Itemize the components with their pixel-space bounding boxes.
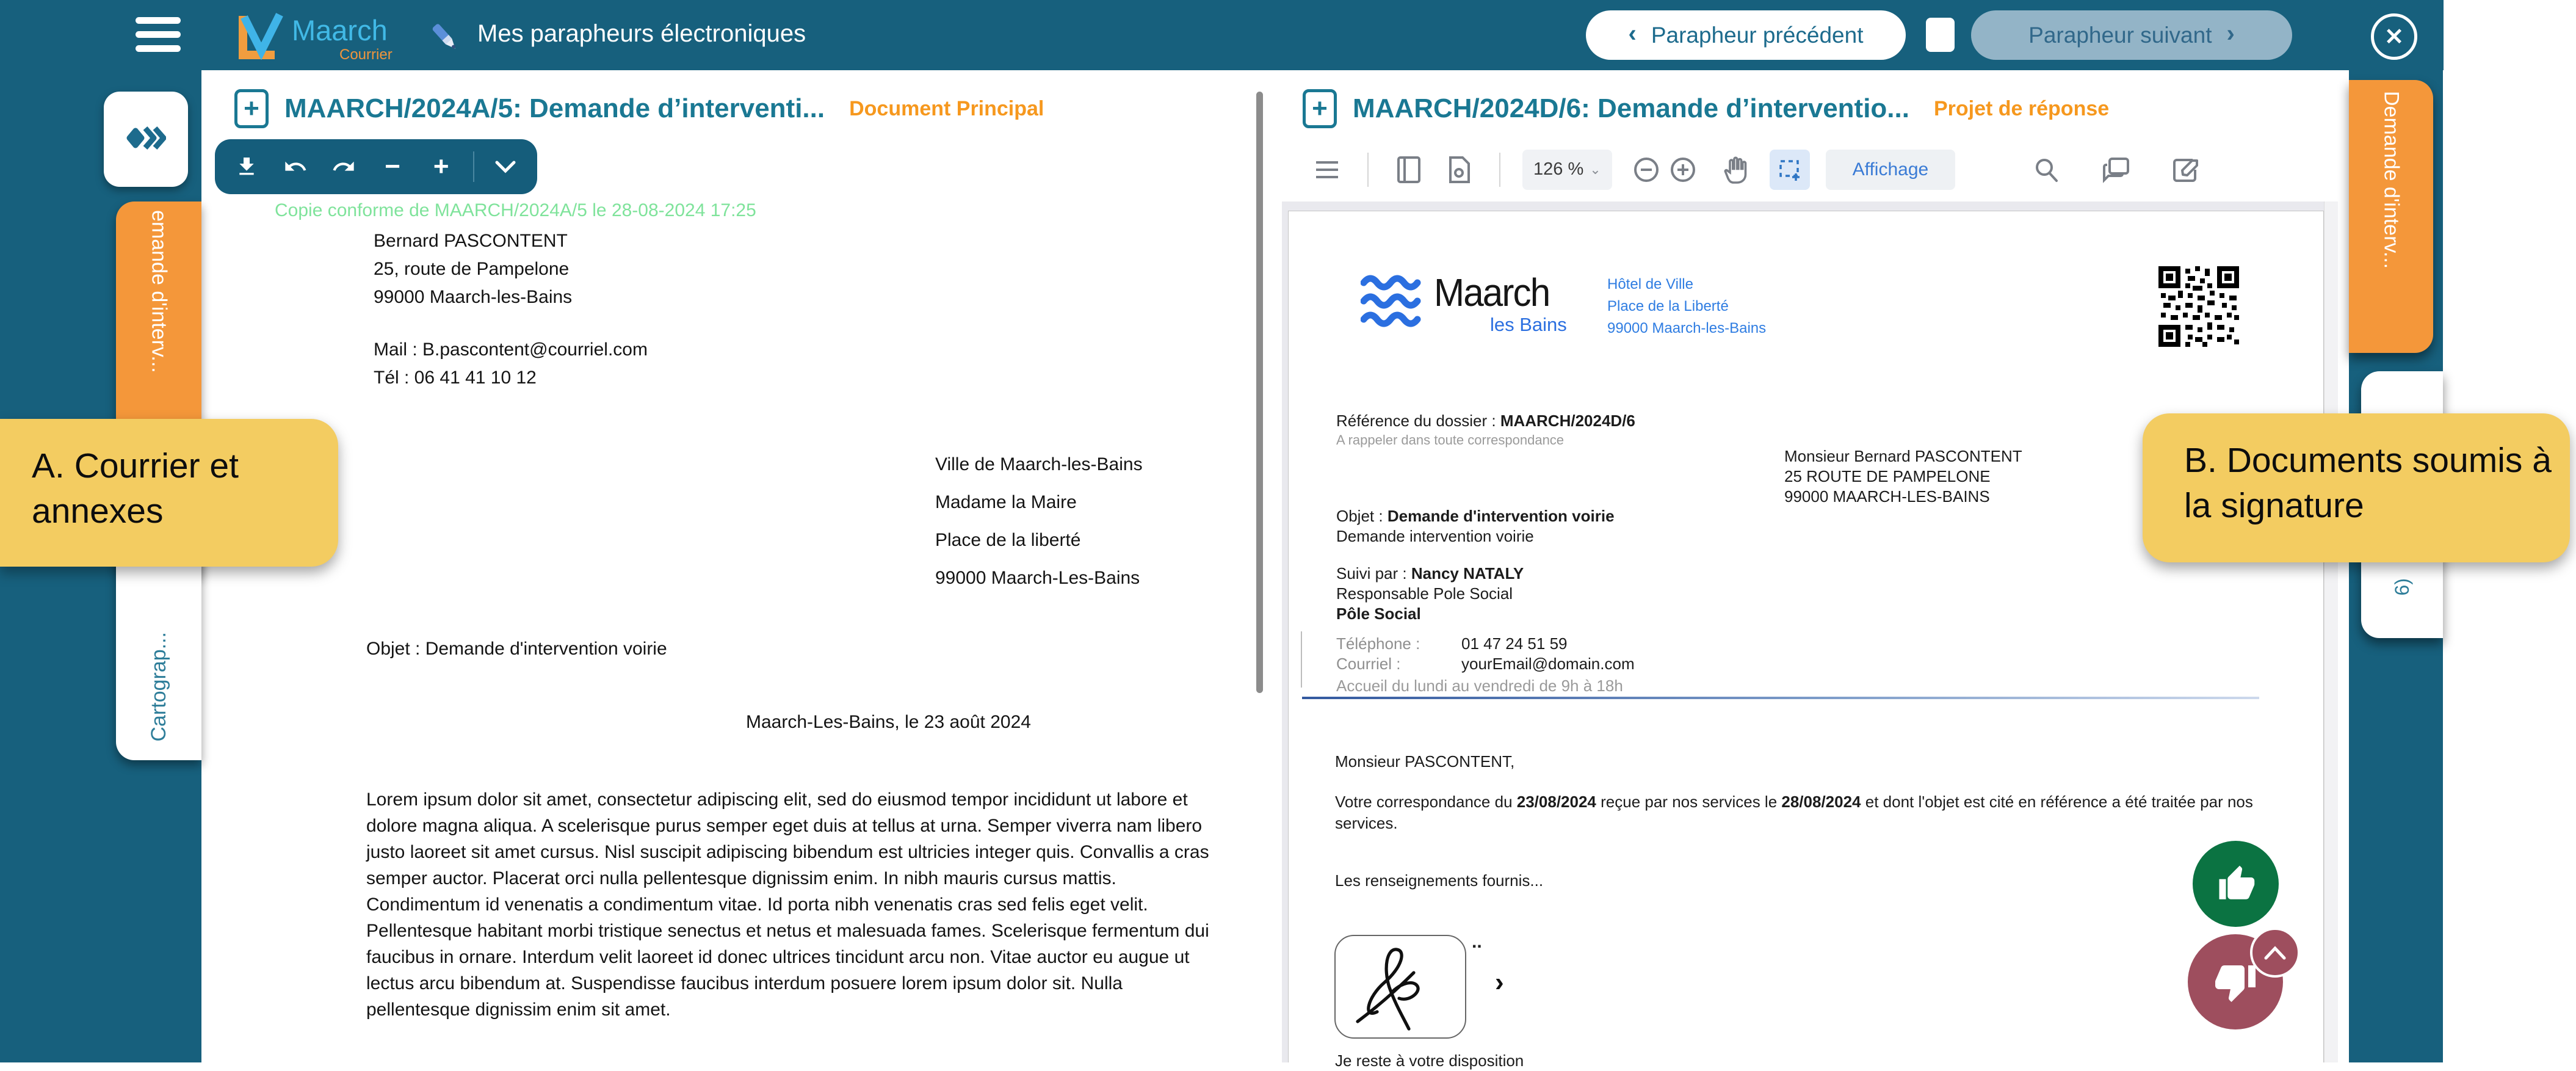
letter-paragraph: Votre correspondance du 23/08/2024 reçue par nos services le 28/08/2024 et dont l'objet est cité en référence a été traitée par nos services. <box>1335 793 2253 832</box>
next-parapheur-button[interactable] <box>1971 10 2292 60</box>
projet-reponse-badge: Projet de réponse <box>1933 96 2110 120</box>
dashed-select-icon <box>1778 158 1802 182</box>
qr-code <box>2158 266 2239 350</box>
rotate-right-icon <box>331 154 356 179</box>
callout-b-documents-signature: B. Documents soumis à la signature <box>2143 413 2570 562</box>
opening-hours: Accueil du lundi au vendredi de 9h à 18h <box>1336 677 1623 695</box>
parapheur-checkbox[interactable] <box>1926 18 1955 52</box>
thumb-down-icon <box>2213 960 2257 1004</box>
affichage-button[interactable] <box>1826 150 1956 190</box>
case-officer-block: Suivi par : Nancy NATALY Responsable Pole Social Pôle Social <box>1336 564 1524 623</box>
chevron-left-icon: ‹ <box>1628 20 1637 47</box>
pencil-square-icon <box>2172 156 2200 183</box>
marquee-zoom-button[interactable] <box>1770 150 1810 190</box>
date-line: Maarch-Les-Bains, le 23 août 2024 <box>746 712 1031 732</box>
previous-parapheur-button[interactable] <box>1586 10 1906 60</box>
logo-wordmark: Maarch <box>292 14 388 46</box>
letterhead-rule <box>1302 697 2259 699</box>
sender-address-block: Bernard PASCONTENT 25, route de Pampelone 99000 Maarch-les-Bains <box>374 231 573 307</box>
tab-label: emande d'interv... <box>147 210 171 373</box>
page-title: Mes parapheurs électroniques <box>477 20 806 47</box>
signature-dots: .. <box>1472 932 1482 952</box>
zoom-in-button[interactable] <box>1665 150 1701 190</box>
contact-block: Téléphone : 01 47 24 51 59 Courriel : yourEmail@domain.com <box>1336 634 1635 673</box>
document-principal-badge: Document Principal <box>849 96 1044 120</box>
pdf-page <box>1288 211 2324 1070</box>
reference-note: A rappeler dans toute correspondance <box>1336 432 1565 448</box>
sidebar-tab-demande-right[interactable] <box>2349 80 2433 353</box>
city-logo-subtitle: les Bains <box>1490 314 1567 335</box>
top-app-bar <box>0 0 2444 70</box>
collapse-actions-button[interactable] <box>2250 928 2300 978</box>
chevron-down-icon: ⌄ <box>1590 161 1601 177</box>
list-icon <box>1315 159 1339 180</box>
objet-line: Objet : Demande d'intervention voirie <box>366 639 667 659</box>
page-view-button[interactable] <box>1391 150 1427 190</box>
pen-icon <box>427 20 463 58</box>
toolbar-divider <box>1499 153 1500 187</box>
city-address-block: Hôtel de Ville Place de la Liberté 99000 Maarch-les-Bains <box>1607 276 1767 336</box>
add-annotation-button[interactable] <box>1303 89 1337 128</box>
tab-label: 6) <box>2390 578 2413 595</box>
page-settings-button[interactable] <box>1441 150 1477 190</box>
letter-paragraph: Les renseignements fournis... <box>1335 871 1544 890</box>
chevron-down-icon <box>494 159 516 174</box>
right-document-header <box>1303 89 2109 128</box>
rotate-right-button[interactable] <box>327 147 361 186</box>
left-document-header <box>234 89 1044 128</box>
close-icon: ✕ <box>2384 24 2404 50</box>
add-annotation-button[interactable] <box>234 89 269 128</box>
sidebar-page-icon <box>1397 156 1421 184</box>
page-settings-icon <box>1447 156 1471 184</box>
approve-sign-button[interactable] <box>2193 841 2279 927</box>
thumb-up-icon <box>2216 864 2256 904</box>
pdf-scrollbar[interactable] <box>2324 201 2338 1062</box>
letter-body: Lorem ipsum dolor sit amet, consectetur adipiscing elit, sed do eiusmod tempor incididunt ut labore et dolore magna aliqua. A scelerisque purus semper eget duis at tellus at urna. Semper viverra nam libero justo laoreet sit amet cursus. Nisl suscipit adipiscing bibendum est ultricies integer quis. Convallis a cras semper auctor. Placerat orci nulla pellentesque dignissim enim. In nibh mauris cursus mattis. Condimentum id venenatis a condimentum vitae. Id porta nibh venenatis cras sed felis eget velit. Pellentesque habitant morbi tristique senectus et netus et malesuada fames. Scelerisque fermentum dui faucibus in ornare. Interdum velit laoreet id donec ultrices tincidunt arcu non. Vitae auctor eu augue ut lectus arcu bibendum at. Suspendisse faucibus interdum posuere lorem ipsum dolor sit. Nulla pellentesque dignissim enim sit amet. <box>366 790 1209 1020</box>
contact-divider-line <box>1301 631 1302 688</box>
download-icon <box>234 154 259 179</box>
close-button[interactable] <box>2371 13 2417 60</box>
edit-button[interactable] <box>2168 150 2204 190</box>
reference-line: Référence du dossier : MAARCH/2024D/6 <box>1336 412 1635 430</box>
toolbar-divider <box>473 151 474 182</box>
rotate-left-icon <box>283 154 308 179</box>
download-button[interactable] <box>230 147 264 186</box>
callout-a-courrier-annexes: A. Courrier et annexes <box>0 419 338 567</box>
city-logo-wordmark: Maarch <box>1434 270 1550 314</box>
more-options-button[interactable] <box>488 147 523 186</box>
recipient-address-block: Ville de Maarch-les-Bains Madame la Maire Place de la liberté 99000 Maarch-Les-Bains <box>935 454 1143 588</box>
menu-icon[interactable] <box>136 17 181 53</box>
recipient-address-block: Monsieur Bernard PASCONTENT 25 ROUTE DE PAMPELONE 99000 MAARCH-LES-BAINS <box>1784 447 2022 506</box>
zoom-in-button[interactable]: + <box>433 151 449 181</box>
left-panel-scrollbar[interactable] <box>1256 92 1263 693</box>
minus-circle-icon <box>1633 156 1660 183</box>
affichage-label: Affichage <box>1852 159 1929 180</box>
left-document-title: MAARCH/2024A/5: Demande d’interventi... <box>284 93 825 123</box>
rotate-left-button[interactable] <box>278 147 313 186</box>
chevron-right-icon[interactable]: › <box>1495 967 1504 997</box>
closing-line: Je reste à votre disposition <box>1335 1051 1524 1070</box>
signature-field[interactable] <box>1334 935 1466 1039</box>
salutation: Monsieur PASCONTENT, <box>1335 752 1515 771</box>
hand-icon <box>1723 155 1748 184</box>
zoom-out-button[interactable] <box>1628 150 1665 190</box>
search-button[interactable] <box>2028 150 2065 190</box>
toolbar-divider <box>1367 153 1369 187</box>
zoom-out-button[interactable]: − <box>385 151 400 181</box>
logo-product: Courrier <box>339 46 393 63</box>
objet-subline: Demande intervention voirie <box>1336 527 1534 545</box>
city-logo-waves-icon <box>1361 274 1429 333</box>
pdf-toolbar <box>1282 137 2338 201</box>
chevron-up-icon <box>2263 945 2287 960</box>
search-icon <box>2033 156 2060 183</box>
tab-label: Cartograp... <box>147 632 170 742</box>
plus-icon: + <box>244 93 259 123</box>
objet-line: Objet : Demande d'intervention voirie <box>1336 507 1615 525</box>
comments-button[interactable] <box>2098 150 2135 190</box>
expand-panel-button[interactable] <box>104 92 188 187</box>
speech-bubbles-icon <box>2102 156 2130 183</box>
right-document-title: MAARCH/2024D/6: Demande d’interventio... <box>1353 93 1909 123</box>
certified-copy-stamp: Copie conforme de MAARCH/2024A/5 le 28-08-2024 17:25 <box>275 200 756 220</box>
hand-tool-button[interactable] <box>1717 150 1754 190</box>
tab-label: Demande d'interv... <box>2379 91 2403 269</box>
zoom-level-dropdown[interactable] <box>1522 150 1612 190</box>
left-document-toolbar <box>215 139 537 194</box>
zoom-level-value: 126 % <box>1533 159 1584 179</box>
plus-icon: + <box>1312 93 1328 123</box>
previous-parapheur-label: Parapheur précédent <box>1651 22 1864 48</box>
thumbnails-button[interactable] <box>1309 150 1345 190</box>
sender-contact-block: Mail : B.pascontent@courriel.com Tél : 06 41 41 10 12 <box>374 339 648 388</box>
plus-circle-icon <box>1670 156 1696 183</box>
next-parapheur-label: Parapheur suivant <box>2028 22 2212 48</box>
chevron-right-icon: › <box>2226 20 2235 47</box>
double-chevron-right-icon <box>126 123 166 156</box>
maarch-logo-icon <box>237 11 288 63</box>
signature-scribble <box>1336 936 1465 1037</box>
